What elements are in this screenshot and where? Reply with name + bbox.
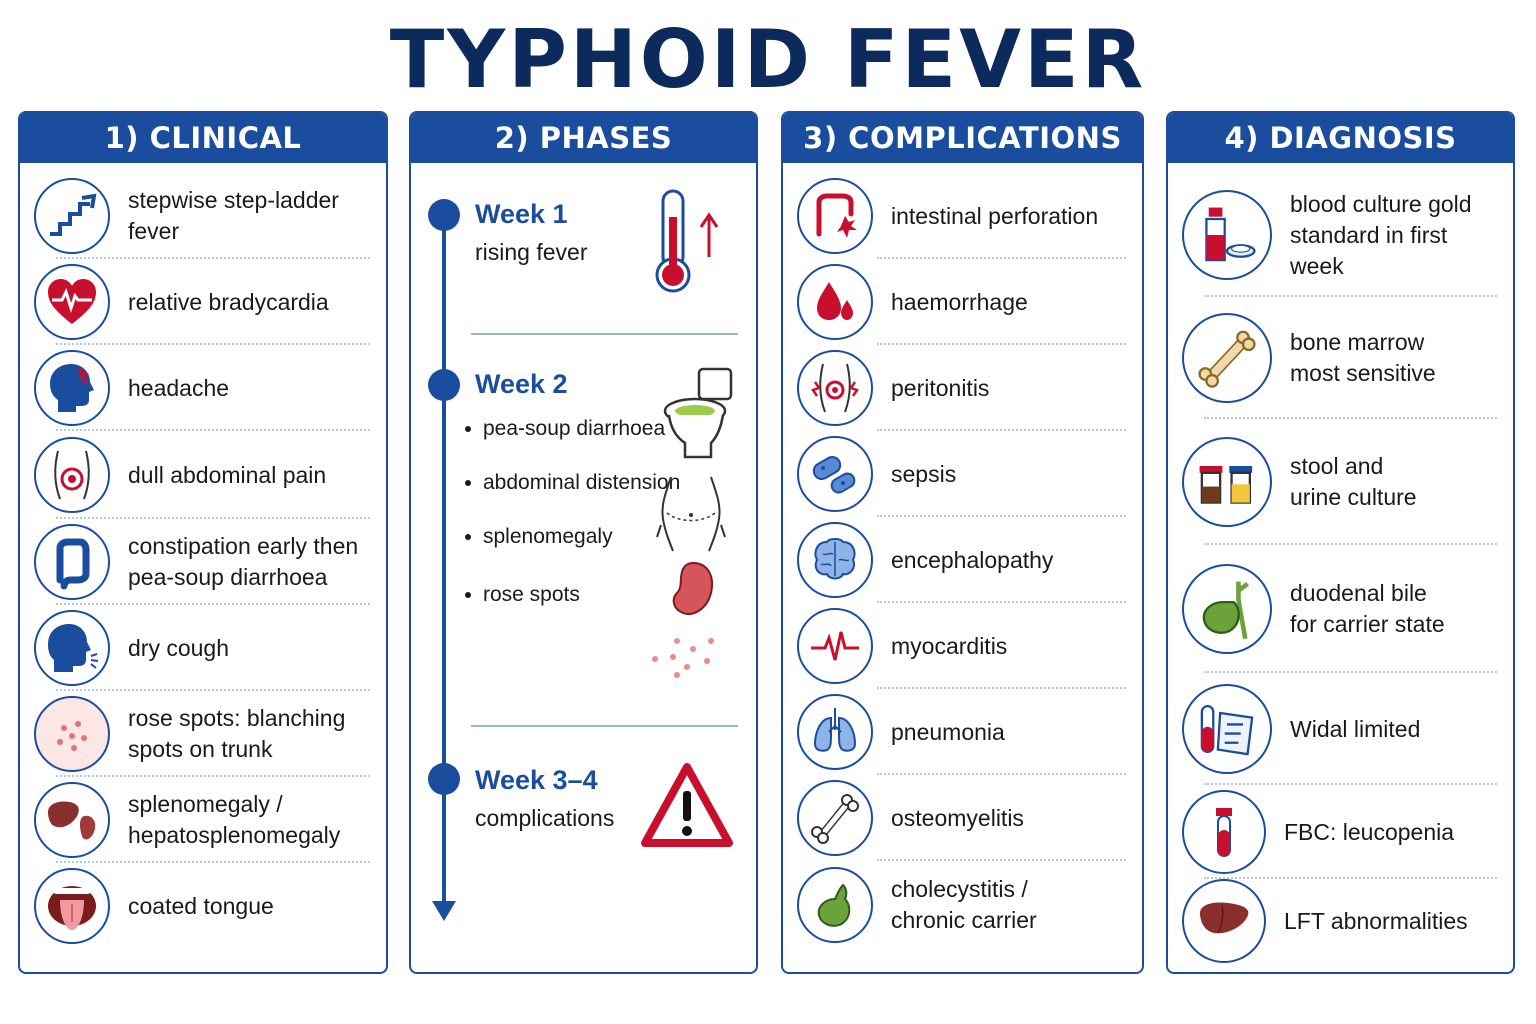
- diagnosis-item: [1182, 419, 1497, 545]
- week2-bullet: [465, 525, 613, 549]
- complication-item: [797, 603, 1126, 689]
- clinical-item-text: coated tongue: [128, 892, 274, 919]
- rose-spots-icon: [649, 635, 721, 683]
- liver-icon: [1182, 879, 1266, 963]
- timeline-line: [442, 215, 446, 905]
- week2-bullet: [465, 471, 680, 495]
- ecg-icon: [797, 608, 873, 684]
- clinical-item-text: rose spots: blanching: [128, 705, 346, 731]
- clinical-item-text: constipation early then: [128, 533, 359, 559]
- step-ladder-icon: [34, 178, 110, 254]
- clinical-item-text: splenomegaly /: [128, 791, 283, 817]
- clinical-item-text: headache: [128, 374, 230, 401]
- clinical-item-text: relative bradycardia: [128, 288, 329, 315]
- diagnosis-item: [1182, 879, 1497, 963]
- clinical-item: [34, 777, 370, 863]
- week34-sub: complications: [475, 805, 615, 831]
- bacteria-icon: [797, 436, 873, 512]
- week2-title: Week 2: [475, 369, 568, 399]
- complication-item: [797, 775, 1126, 861]
- phases-heading: 2) PHASES: [411, 113, 756, 163]
- toilet-icon: [661, 365, 737, 461]
- clinical-item: [34, 173, 370, 259]
- liver-spleen-icon: [34, 782, 110, 858]
- bone-marrow-icon: [1182, 313, 1272, 403]
- diagnosis-panel: [1166, 111, 1515, 974]
- complication-text: myocarditis: [891, 632, 1008, 659]
- diagnosis-item: [1182, 297, 1497, 419]
- phases-panel: [409, 111, 758, 974]
- clinical-heading: 1) CLINICAL: [20, 113, 386, 163]
- clinical-item: [34, 345, 370, 431]
- clinical-item: [34, 431, 370, 519]
- week1-sub: rising fever: [475, 239, 588, 265]
- complication-text: haemorrhage: [891, 288, 1028, 315]
- diagnosis-item: [1182, 173, 1497, 297]
- warning-icon: [639, 761, 735, 851]
- timeline-dot: [428, 369, 460, 401]
- clinical-item: [34, 519, 370, 605]
- complication-text: intestinal perforation: [891, 202, 1099, 229]
- clinical-item: [34, 691, 370, 777]
- blood-culture-bottle-icon: [1182, 190, 1272, 280]
- diagnosis-heading: 4) DIAGNOSIS: [1168, 113, 1513, 163]
- complication-text: cholecystitis /: [891, 876, 1028, 902]
- diagnosis-item: [1182, 545, 1497, 673]
- diagnosis-text: urine culture: [1290, 484, 1417, 510]
- clinical-item-text: hepatosplenomegaly: [128, 822, 341, 848]
- lungs-icon: [797, 694, 873, 770]
- week34-title: Week 3–4: [475, 765, 598, 795]
- clinical-item-text: spots on trunk: [128, 736, 273, 762]
- clinical-item-text: dry cough: [128, 634, 230, 661]
- colon-icon: [34, 524, 110, 600]
- clinical-item-text: stepwise step-ladder fever: [128, 187, 339, 244]
- page-title: TYPHOID FEVER: [389, 13, 1147, 106]
- diagnosis-text: blood culture gold: [1290, 190, 1472, 217]
- week1-title: Week 1: [475, 199, 568, 229]
- abdomen-pain-icon: [34, 437, 110, 513]
- complication-item: [797, 345, 1126, 431]
- peritonitis-icon: [797, 350, 873, 426]
- diagnosis-text: for carrier state: [1290, 611, 1445, 637]
- timeline-dot: [428, 763, 460, 795]
- heart-icon: [34, 264, 110, 340]
- complication-text: peritonitis: [891, 374, 990, 401]
- thermometer-icon: [647, 187, 727, 297]
- timeline-arrow-icon: [432, 901, 456, 921]
- diagnosis-text: duodenal bile: [1290, 580, 1427, 606]
- week2-bullet: [465, 583, 580, 607]
- clinical-item: [34, 863, 370, 949]
- gallbladder-icon: [797, 867, 873, 943]
- complication-item: [797, 689, 1126, 775]
- head-icon: [34, 350, 110, 426]
- diagnosis-text: stool and: [1290, 453, 1384, 479]
- diagnosis-text: FBC: leucopenia: [1284, 818, 1455, 845]
- complication-item: [797, 259, 1126, 345]
- complications-heading: 3) COMPLICATIONS: [783, 113, 1142, 163]
- diagnosis-text: most sensitive: [1290, 360, 1436, 386]
- diagnosis-text: Widal limited: [1290, 715, 1421, 742]
- complication-text: sepsis: [891, 460, 957, 487]
- blood-drop-icon: [797, 264, 873, 340]
- clinical-item: [34, 259, 370, 345]
- clinical-item: [34, 605, 370, 691]
- complication-item: [797, 431, 1126, 517]
- cough-icon: [34, 610, 110, 686]
- diagnosis-text: bone marrow: [1290, 329, 1425, 355]
- week2-bullet: [465, 417, 665, 441]
- week2-bullet-text: abdominal distension: [483, 471, 681, 494]
- complication-text: chronic carrier: [891, 907, 1037, 933]
- timeline-dot: [428, 199, 460, 231]
- widal-test-icon: [1182, 684, 1272, 774]
- intestine-perforation-icon: [797, 178, 873, 254]
- complications-panel: [781, 111, 1144, 974]
- complication-item: [797, 861, 1126, 949]
- complication-item: [797, 173, 1126, 259]
- sample-cups-icon: [1182, 437, 1272, 527]
- complication-item: [797, 517, 1126, 603]
- phase-divider: [471, 725, 738, 727]
- tongue-icon: [34, 868, 110, 944]
- complication-text: pneumonia: [891, 718, 1005, 745]
- diagnosis-text: standard in first week: [1290, 221, 1448, 279]
- complication-text: encephalopathy: [891, 546, 1054, 573]
- gallbladder-bile-icon: [1182, 564, 1272, 654]
- diagnosis-item: [1182, 673, 1497, 785]
- diagnosis-item: [1182, 785, 1497, 879]
- brain-icon: [797, 522, 873, 598]
- diagnosis-text: LFT abnormalities: [1284, 907, 1468, 934]
- clinical-panel: [18, 111, 388, 974]
- rose-spots-icon: [34, 696, 110, 772]
- distended-abdomen-icon: [655, 475, 727, 553]
- blood-tube-icon: [1182, 790, 1266, 874]
- phase-divider: [471, 333, 738, 335]
- week2-bullet-text: splenomegaly: [483, 525, 613, 548]
- week2-bullet-text: rose spots: [483, 583, 580, 606]
- spleen-icon: [667, 559, 717, 619]
- complication-text: osteomyelitis: [891, 804, 1024, 831]
- clinical-item-text: pea-soup diarrhoea: [128, 564, 328, 590]
- week2-bullet-text: pea-soup diarrhoea: [483, 417, 666, 440]
- clinical-item-text: dull abdominal pain: [128, 461, 327, 488]
- bone-icon: [797, 780, 873, 856]
